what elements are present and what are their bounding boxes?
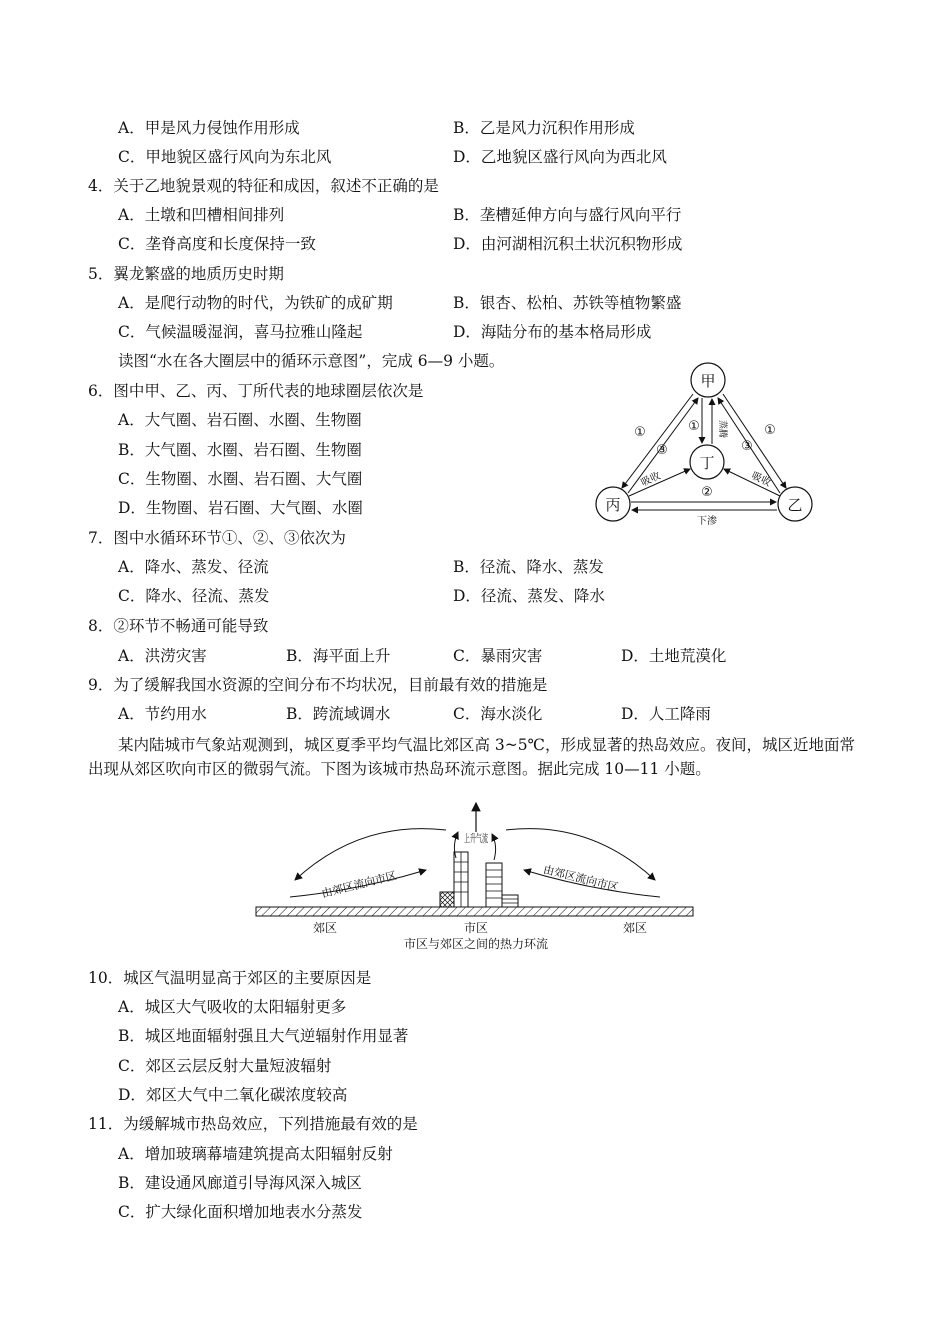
q6-option-b: B．大气圈、水圈、岩石圈、生物圈	[118, 441, 362, 459]
label-evaporation: 蒸腾	[717, 420, 727, 439]
q6-option-d: D．生物圈、岩石圈、大气圈、水圈	[118, 499, 363, 517]
q9-option-a: A．节约用水	[118, 705, 207, 723]
label-suburb-left: 郊区	[312, 921, 338, 935]
q11-option-a: A．增加玻璃幕墙建筑提高太阳辐射反射	[118, 1145, 393, 1163]
arrow-rise-right	[492, 834, 496, 860]
node-yi-label: 乙	[787, 496, 803, 514]
building-small	[440, 892, 454, 907]
label-left-flow: 由郊区流向市区	[320, 868, 399, 901]
q7-option-b: B．径流、降水、蒸发	[453, 558, 604, 576]
label-absorb-right: 吸收	[749, 470, 773, 489]
q10-stem: 10．城区气温明显高于郊区的主要原因是	[88, 969, 372, 987]
arrow-bing-ding	[629, 469, 690, 496]
q10-option-b: B．城区地面辐射强且大气逆辐射作用显著	[118, 1027, 409, 1045]
q7-stem: 7．图中水循环环节①、②、③依次为	[88, 529, 346, 547]
q3-option-d: D．乙地貌区盛行风向为西北风	[453, 148, 667, 166]
q4-option-c: C．垄脊高度和长度保持一致	[118, 235, 316, 253]
q5-option-c: C．气候温暖湿润，喜马拉雅山隆起	[118, 323, 363, 341]
label-1-left: ①	[634, 425, 646, 440]
q5-stem: 5．翼龙繁盛的地质历史时期	[88, 265, 284, 283]
q4-option-a: A．土墩和凹槽相间排列	[118, 206, 285, 224]
arrow-yi-ding	[724, 469, 780, 496]
heat-island-diagram	[250, 800, 700, 960]
q6-option-c: C．生物圈、水圈、岩石圈、大气圈	[118, 470, 363, 488]
label-1-right: ①	[764, 423, 776, 438]
q9-option-d: D．人工降雨	[621, 705, 711, 723]
q8-option-c: C．暴雨灾害	[453, 647, 543, 665]
q9-option-c: C．海水淡化	[453, 705, 543, 723]
arrow-upper-left	[295, 829, 446, 880]
label-city: 市区	[463, 921, 489, 935]
q8-option-a: A．洪涝灾害	[118, 647, 207, 665]
label-suburb-right: 郊区	[622, 921, 648, 935]
q9-stem: 9．为了缓解我国水资源的空间分布不均状况，目前最有效的措施是	[88, 676, 548, 694]
q3-option-b: B．乙是风力沉积作用形成	[453, 119, 635, 137]
intro-water-cycle: 读图“水在各大圈层中的循环示意图”，完成 6—9 小题。	[118, 352, 505, 370]
label-right-flow: 由郊区流向市区	[541, 862, 620, 895]
diagram-caption: 市区与郊区之间的热力环流	[403, 937, 549, 951]
q7-option-a: A．降水、蒸发、径流	[118, 558, 269, 576]
building-low	[502, 895, 518, 907]
q9-option-b: B．跨流域调水	[286, 705, 391, 723]
q6-stem: 6．图中甲、乙、丙、丁所代表的地球圈层依次是	[88, 382, 424, 400]
q3-option-a: A．甲是风力侵蚀作用形成	[118, 119, 300, 137]
q11-stem: 11．为缓解城市热岛效应，下列措施最有效的是	[88, 1115, 418, 1133]
q10-option-c: C．郊区云层反射大量短波辐射	[118, 1057, 332, 1075]
q4-option-b: B．垄槽延伸方向与盛行风向平行	[453, 206, 682, 224]
label-3-right: ③	[741, 439, 753, 454]
q11-option-b: B．建设通风廊道引导海风深入城区	[118, 1174, 362, 1192]
water-cycle-diagram	[590, 360, 820, 530]
node-jia-label: 甲	[700, 372, 716, 390]
q3-option-c: C．甲地貌区盛行风向为东北风	[118, 148, 332, 166]
q8-stem: 8．②环节不畅通可能导致	[88, 617, 269, 635]
label-seep: 下渗	[697, 516, 717, 527]
q5-option-a: A．是爬行动物的时代，为铁矿的成矿期	[118, 294, 393, 312]
q4-option-d: D．由河湖相沉积土状沉积物形成	[453, 235, 683, 253]
q6-option-a: A．大气圈、岩石圈、水圈、生物圈	[118, 411, 362, 429]
intro-heat-island: 某内陆城市气象站观测到，城区夏季平均气温比郊区高 3~5℃，形成显著的热岛效应。夜间，城区近地面常出现从郊区吹向市区的微弱气流。下图为该城市热岛环流示意图。据此完成 10—11 小题。	[88, 736, 855, 778]
building-mid	[486, 863, 502, 907]
q5-option-b: B．银杏、松柏、苏铁等植物繁盛	[453, 294, 682, 312]
q8-option-b: B．海平面上升	[286, 647, 391, 665]
ground	[256, 907, 693, 916]
label-3-left: ③	[656, 443, 668, 458]
q7-option-c: C．降水、径流、蒸发	[118, 587, 270, 605]
q10-option-d: D．郊区大气中二氧化碳浓度较高	[118, 1086, 348, 1104]
node-ding-label: 丁	[699, 454, 715, 472]
q10-option-a: A．城区大气吸收的太阳辐射更多	[118, 998, 347, 1016]
label-absorb-left: 吸收	[639, 470, 663, 489]
node-bing-label: 丙	[605, 496, 621, 514]
q8-option-d: D．土地荒漠化	[621, 647, 727, 665]
q11-option-c: C．扩大绿化面积增加地表水分蒸发	[118, 1203, 363, 1221]
q5-option-d: D．海陆分布的基本格局形成	[453, 323, 652, 341]
label-2: ②	[701, 485, 713, 500]
q7-option-d: D．径流、蒸发、降水	[453, 587, 605, 605]
label-rise: 上升气流	[464, 832, 508, 845]
q4-stem: 4．关于乙地貌景观的特征和成因，叙述不正确的是	[88, 177, 439, 195]
label-1-center: ①	[688, 419, 700, 434]
